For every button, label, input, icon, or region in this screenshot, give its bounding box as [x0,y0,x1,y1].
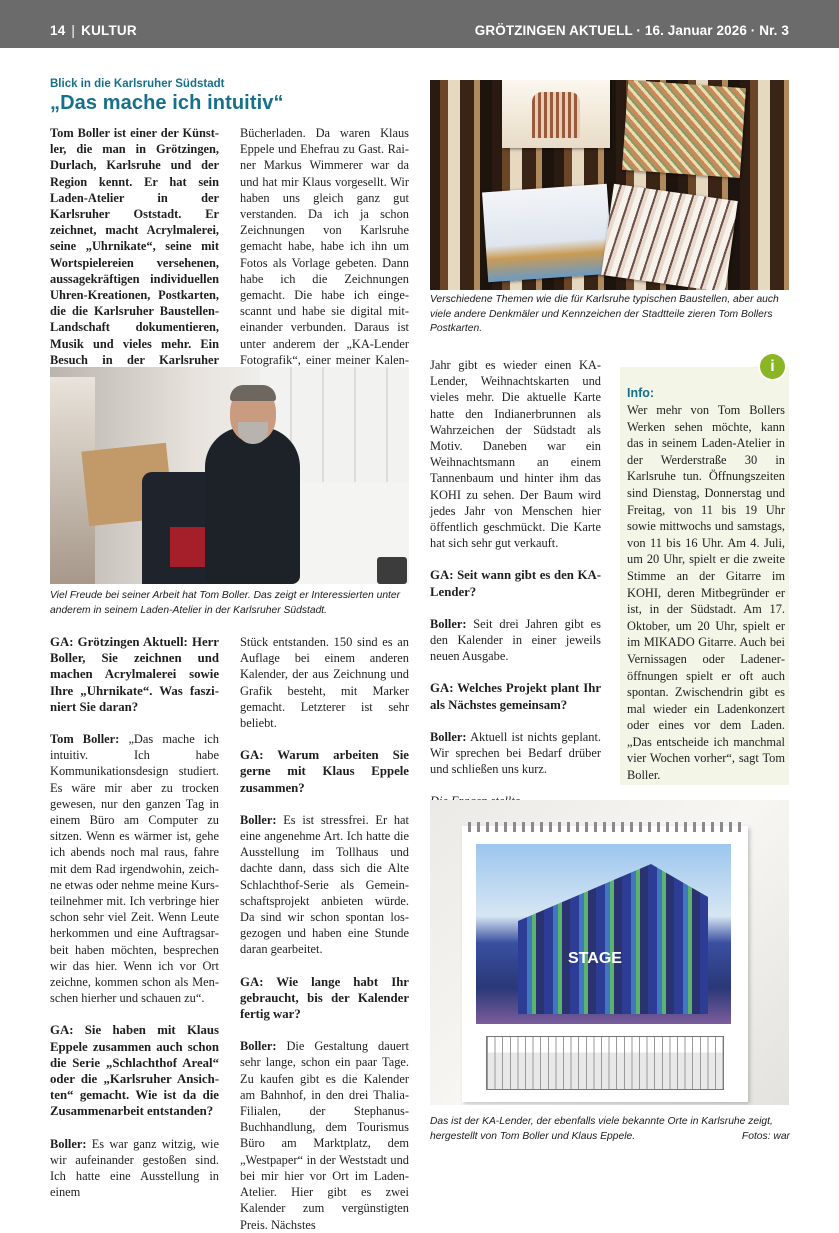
page-header [0,0,839,48]
answer-5 [430,616,601,665]
column-2-top [240,125,409,384]
question-5: GA: Seit wann gibt es den KA-Lender? [430,568,601,599]
header-separator: | [71,23,76,38]
question-2: GA: Sie haben mit Klaus Eppele zusammen auch schon die Serie „Schlachthof Areal“ oder die „Karlsruher Ansichten“ gemacht. Wie ist da die Zusammenarbeit entstanden? [50,1023,219,1119]
postcard-street [601,184,738,290]
answer-2 [50,1136,219,1201]
column-1-interview [50,634,219,1201]
answer-speaker: Boller: [240,812,277,827]
column-2-interview [240,634,409,1233]
header-left [50,23,137,38]
calendar-photo [430,800,789,1105]
answer-text: Seit drei Jahren gibt es den Kalender in einer jeweils neuen Ausgabe. [430,616,601,664]
answer-4 [240,1038,409,1232]
stage-sign: STAGE [568,950,622,967]
section-name: KULTUR [81,23,137,38]
publication-info: GRÖTZINGEN AKTUELL · 16. Januar 2026 · Nr. 3 [474,23,789,38]
answer-3 [240,812,409,958]
answer-speaker: Tom Boller: [50,732,120,747]
answer-1 [50,731,219,1006]
info-title: Info: [627,386,655,400]
body-paragraph: Bücherladen. Da waren Klaus Eppele und Ehefrau zu Gast. Rainer Markus Wimmerer war da und hat mir Klaus vorgesellt. Wir haben uns gleich ganz gut verstanden. Da ich ja schon Zeichnungen von Karlsruhe gemacht habe, habe ich ihn um Fotos als Vorlage gebeten. Dann habe ich die Zeichnungen gemacht. Die habe ich eingescannt und habe sie digital miteinander verbunden. Daraus ist unter anderem der „KA-Lender Fotografik“, einer meiner Kalen [240,126,409,367]
question-3: GA: Warum arbeiten Sie gerne mit Klaus Eppele zusammen? [240,748,409,795]
lead-paragraph: Tom Boller ist einer der Künstler, die man in Grötzingen, Durlach, Karlsruhe und der Region kennt. Er hat sein Laden-Atelier in der Karlsruher Oststadt. Er zeichnet, macht Acrylmalerei, seine „Uhrnikate“, seine mit Wortspielereien versehenen, aussagekräftigen individuellen Uhren-Kreationen, Postkarten, die die Karlsruher Baustellen-Landschaft dokumentieren, Musik und vieles mehr. Ein Besuch in der Karlsruher [50,126,219,367]
article-lead [50,125,219,384]
answer-speaker: Boller: [430,729,467,744]
postcard-palace [502,80,610,148]
answer-text: Es ist stressfrei. Er hat eine angenehme Art. Ich hatte die Ausstellung im Tollhaus und dachte dann, dass sich die Alte Schlachthof-Serie als Gemeinschaftsprojekt anbieten würde. Da sind wir schon spontan losgezogen und haben eine Stunde daran gearbeitet. [240,812,409,957]
body-paragraph: Stück entstanden. 150 sind es an Auflage bei einem anderen Kalender, der aus Zeichnung und Grafik besteht, mit Marker gemacht. Letzterer ist sehr beliebt. [240,635,409,731]
column-3 [430,357,601,826]
artist-caption: Viel Freude bei seiner Arbeit hat Tom Boller. Das zeigt er Interessierten unter anderem in seinem Laden-Atelier in der Karlsruher Südstadt. [50,590,401,616]
answer-text: Es war ganz witzig, wie wir aufeinander gestoßen sind. Ich hatte eine Ausstellung in einem [50,1136,219,1200]
question-6: GA: Welches Projekt plant Ihr als Nächstes gemeinsam? [430,681,601,712]
calendar-date-grid [486,1036,724,1090]
answer-6 [430,729,601,778]
answer-speaker: Boller: [50,1136,87,1151]
calendar-caption-text: Das ist der KA-Lender, der ebenfalls viele bekannte Orte in Karlsruhe zeigt, hergestellt von Tom Boller und Klaus Eppele. [430,1116,773,1142]
question-4: GA: Wie lange habt Ihr gebraucht, bis der Kalender fertig war? [240,974,409,1022]
postcards-caption: Verschiedene Themen wie die für Karlsruhe typischen Baustellen, aber auch viele andere Denkmäler und Kennzeichen der Stadtteile zieren Tom Bollers Postkarten. [430,294,779,334]
answer-text: Die Gestaltung dauert sehr lange, schon ein paar Tage. Zu kaufen gibt es die Kalender am Bahnhof, in den drei Thalia-Filialen, der Stephanus-Buchhandlung, dem Tourismus Büro am Marktplatz, dem „Westpaper“ in der Weststadt und bei mir hier vor Ort im Laden-Atelier. Hier gibt es zwei Kalender zum vergünstigten Preis. Nächstes [240,1039,409,1232]
answer-speaker: Boller: [430,616,467,631]
photo-credit: Fotos: war [741,1130,790,1142]
body-paragraph: Jahr gibt es wieder einen KA-Lender, Weihnachtskarten und vieles mehr. Die aktuelle Karte hatte den Indianerbrunnen als Wahrzeichen der Südstadt als Motiv. Daneben war ein Weihnachtsmann an einem Tannenbaum und hinter ihm das KOHI zu sehen. Der Baum wird jedes Jahr von Menschen hier öffentlich geschmückt. Die Karte hat sich sehr gut verkauft. [430,358,601,551]
info-icon: i [760,354,785,379]
postcards-photo [430,80,789,290]
answer-text: „Das mache ich intuitiv. Ich habe Kommunikationsdesign studiert. Es wäre mir aber zu trocken gewesen, nur den ganzen Tag in einem Büro am Computer zu sitzen. Wenn es wärmer ist, gehe ich abends noch mal raus, fahre mit dem Rad irgendwohin, zeichne etwas oder nehme meine Kursteilnehmer mit. Ich verbringe hier schon sehr viel Zeit. Wenn Leute herkommen und eine Auftragsarbeit haben möchten, besprechen wir das hier. Wenn ich vor Ort zeichne, kommen schon als Menschen hierher und schauen zu“. [50,732,219,1006]
page-number: 14 [50,23,66,38]
calendar-spiral-binding [468,822,743,832]
answer-text: Aktuell ist nichts geplant. Wir sprechen bei Bedarf drüber und schließen uns kurz. [430,729,601,777]
info-text: Wer mehr von Tom Bollers Werken sehen möchte, kann das in seinem Laden-Atelier in der Werderstraße 30 in Karlsruhe tun. Öffnungszeiten sind Dienstag, Donnerstag und Freitag, von 11 bis 19 Uhr sowie mittwochs und samstags, von 11 bis 16 Uhr. Am 4. Juli, um 20 Uhr, spielt er die zweite Stimme an der Gitarre im KOHI, deren Mitbegründer er ist, in der Südstadt. Am 17. Oktober, um 20 Uhr, spielt er im MIKADO Gitarre. Auch bei Vernissagen oder Ladeneröffnungen spielt er oft auch spontan. Zwischendrin gibt es mal wieder ein Ladenkonzert oder eines vor dem Laden. „Das entscheide ich manchmal vier Wochen vorher“, sagt Tom Boller. [627,403,785,783]
calendar-caption [430,1115,790,1144]
artist-figure [205,427,300,584]
article-kicker: Blick in die Karlsruher Südstadt [50,78,225,90]
article-headline: „Das mache ich intuitiv“ [50,92,284,114]
answer-speaker: Boller: [240,1039,277,1054]
postcard-city-map [622,80,746,178]
mug [377,557,407,584]
artist-hair [230,385,276,401]
question-1: GA: Grötzingen Aktuell: Herr Boller, Sie zeichnen und machen Acrylmalerei sowie Ihre „Uhrnikate“. Was fasziniert Sie daran? [50,635,219,714]
artist-photo [50,367,409,584]
postcard-fish [482,184,613,283]
